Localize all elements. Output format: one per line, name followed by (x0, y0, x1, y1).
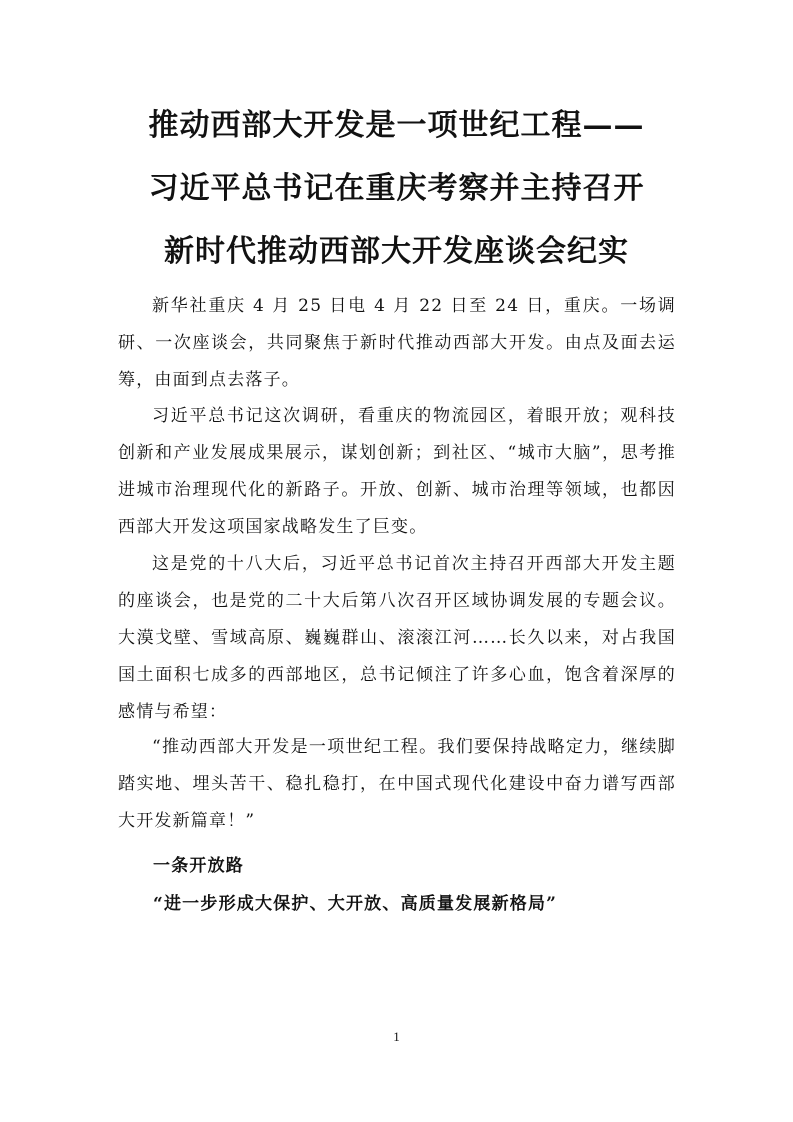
document-title-line-3: 新时代推动西部大开发座谈会纪实 (164, 234, 629, 269)
paragraph-research-overview: 习近平总书记这次调研，看重庆的物流园区，着眼开放；观科技创新和产业发展成果展示，谋划创新；到社区、“城市大脑”，思考推进城市治理现代化的新路子。开放、创新、城市治理等领域，也都因西部大开发这项国家战略发生了巨变。 (118, 406, 676, 537)
paragraph-dateline: 新华社重庆 4 月 25 日电 4 月 22 日至 24 日，重庆。一场调研、一次座谈会，共同聚焦于新时代推动西部大开发。由点及面去运筹，由面到点去落子。 (118, 296, 676, 390)
section-heading: 一条开放路 (153, 856, 244, 876)
paragraph-quote: “推动西部大开发是一项世纪工程。我们要保持战略定力，继续脚踏实地、埋头苦干、稳扎稳打，在中国式现代化建设中奋力谱写西部大开发新篇章！” (118, 737, 676, 831)
page-number: 1 (393, 1029, 400, 1044)
section-subheading: “进一步形成大保护、大开放、高质量发展新格局” (153, 894, 558, 914)
document-title-line-2: 习近平总书记在重庆考察并主持召开 (148, 171, 645, 206)
document-title-line-1: 推动西部大开发是一项世纪工程—— (148, 108, 645, 143)
paragraph-symposium-context: 这是党的十八大后，习近平总书记首次主持召开西部大开发主题的座谈会，也是党的二十大后第八次召开区域协调发展的专题会议。大漠戈壁、雪域高原、巍巍群山、滚滚江河……长久以来，对占我国国土面积七成多的西部地区，总书记倾注了许多心血，饱含着深厚的感情与希望： (118, 554, 676, 722)
